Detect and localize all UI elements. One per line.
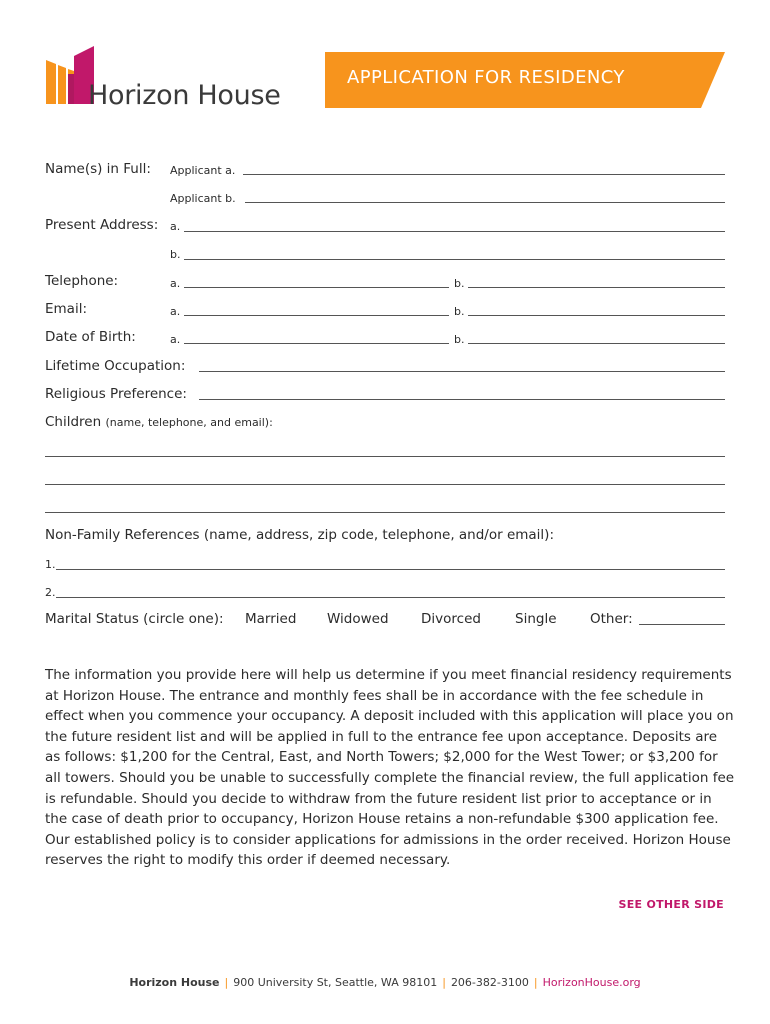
occupation-field[interactable] [199,371,725,372]
dob-a-label: a. [170,333,181,346]
address-b-field[interactable] [184,259,725,260]
marital-option-other[interactable]: Other: [590,611,633,627]
address-b-label: b. [170,248,181,261]
dob-label: Date of Birth: [45,329,136,345]
footer [0,976,770,989]
footer-separator-1: | [224,976,229,989]
form-title: APPLICATION FOR RESIDENCY [347,67,625,88]
footer-address: 900 University St, Seattle, WA 98101 [233,976,438,989]
applicant-b-field[interactable] [245,202,725,203]
applicant-a-label: Applicant a. [170,164,236,177]
marital-option-single[interactable]: Single [515,611,557,627]
address-label: Present Address: [45,217,159,233]
dob-a-field[interactable] [184,343,449,344]
marital-option-divorced[interactable]: Divorced [421,611,481,627]
religion-field[interactable] [199,399,725,400]
children-line-1[interactable] [45,456,725,457]
religion-label: Religious Preference: [45,386,187,402]
see-other-side-note: SEE OTHER SIDE [618,898,724,911]
footer-separator-2: | [442,976,446,989]
dob-b-label: b. [454,333,465,346]
occupation-label: Lifetime Occupation: [45,358,186,374]
address-a-field[interactable] [184,231,725,232]
children-line-2[interactable] [45,484,725,485]
email-a-label: a. [170,305,181,318]
telephone-b-label: b. [454,277,465,290]
address-a-label: a. [170,220,181,233]
email-a-field[interactable] [184,315,449,316]
reference-2-field[interactable] [56,597,725,598]
marital-option-widowed[interactable]: Widowed [327,611,389,627]
email-b-field[interactable] [468,315,725,316]
applicant-b-label: Applicant b. [170,192,236,205]
marital-label: Marital Status (circle one): [45,611,224,627]
email-label: Email: [45,301,88,317]
applicant-a-field[interactable] [243,174,725,175]
reference-1-field[interactable] [56,569,725,570]
children-label-text: Children [45,414,102,430]
children-label [45,414,273,430]
children-hint: (name, telephone, and email): [105,416,273,429]
telephone-b-field[interactable] [468,287,725,288]
dob-b-field[interactable] [468,343,725,344]
marital-other-field[interactable] [639,624,725,625]
telephone-a-field[interactable] [184,287,449,288]
footer-website-link[interactable]: HorizonHouse.org [542,976,641,989]
email-b-label: b. [454,305,465,318]
marital-option-married[interactable]: Married [245,611,297,627]
reference-2-label: 2. [45,586,56,599]
telephone-label: Telephone: [45,273,119,289]
info-paragraph: The information you provide here will help us determine if you meet financial residency requirements at Horizon House. The entrance and monthly fees shall be in accordance with the fee schedule in effect when you commence your occupancy. A deposit included with this application will place you on the future resident list and will be applied in full to the entrance fee upon acceptance. Deposits are as follows: $1,200 for the Central, East, and North Towers; $2,000 for the West Tower; or $3,200 for all towers. Should you be unable to successfully complete the financial review, the full application fee is refundable. Should you decide to withdraw from the future resident list prior to acceptance or in the case of death prior to occupancy, Horizon House retains a non-refundable $300 application fee. Our established policy is to consider applications for admissions in the order received. Horizon House reserves the right to modify this order if deemed necessary. [45,667,735,869]
telephone-a-label: a. [170,277,181,290]
footer-separator-3: | [533,976,538,989]
reference-1-label: 1. [45,558,56,571]
names-label: Name(s) in Full: [45,161,151,177]
references-label: Non-Family References (name, address, zip code, telephone, and/or email): [45,527,554,543]
footer-phone: 206-382-3100 [450,976,529,989]
footer-name: Horizon House [129,976,220,989]
brand-name: Horizon House [88,80,281,111]
children-line-3[interactable] [45,512,725,513]
